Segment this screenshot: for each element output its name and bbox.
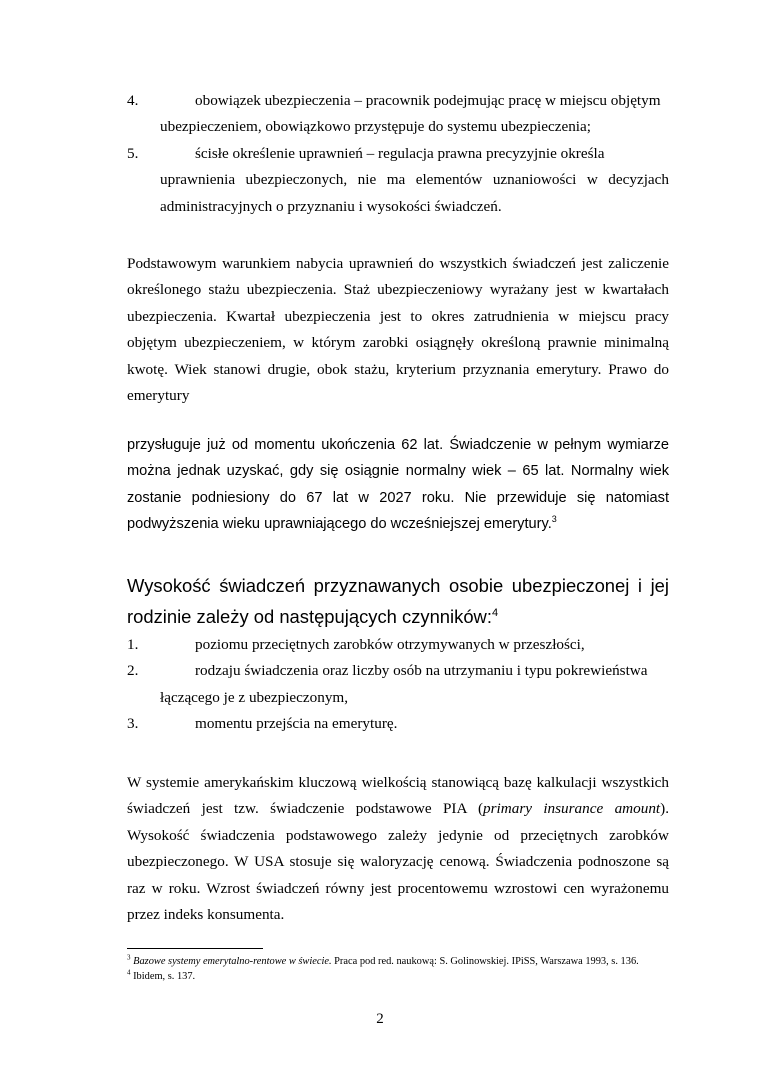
principles-list bbox=[127, 88, 669, 220]
section-heading bbox=[127, 570, 669, 632]
list-item-text: obowiązek ubezpieczenia – pracownik podejmując pracę w miejscu objętym bbox=[195, 92, 661, 109]
factors-list bbox=[127, 632, 669, 738]
list-item-number: 2. bbox=[127, 662, 139, 680]
paragraph-us-system bbox=[127, 770, 669, 928]
footnote-mark: 4 bbox=[127, 968, 131, 977]
list-item bbox=[127, 632, 669, 658]
list-item-text-continued: ubezpieczeniem, obowiązkowo przystępuje do systemu ubezpieczenia; bbox=[160, 118, 591, 136]
heading-text: Wysokość świadczeń przyznawanych osobie ubezpieczonej i jej rodzinie zależy od następujących czynników: bbox=[127, 575, 669, 627]
paragraph-retirement-age bbox=[127, 432, 669, 538]
list-item-text: momentu przejścia na emeryturę. bbox=[195, 715, 398, 733]
page-number: 2 bbox=[376, 1011, 384, 1027]
footnote-italic-title: Bazowe systemy emerytalno-rentowe w świecie. bbox=[133, 956, 332, 967]
paragraph-eligibility: Podstawowym warunkiem nabycia uprawnień do wszystkich świadczeń jest zaliczenie określonego stażu ubezpieczenia. Staż ubezpieczeniowy wyrażany jest w kwartałach ubezpieczenia. Kwartał ubezpieczenia jest to okres zatrudnienia w miejscu pracy objętym ubezpieczeniem, w którym zarobki osiągnęły określoną prawnie minimalną kwotę. Wiek stanowi drugie, obok stażu, kryterium przyznania emerytury. Prawo do emerytury bbox=[127, 255, 669, 405]
paragraph-text-continued: ). Wysokość świadczenia podstawowego zależy jedynie od przeciętnych zarobków ubezpieczonego. W USA stosuje się waloryzację cenową. Świadczenia podnoszone są raz w roku. Wzrost świadczeń równy jest procentowemu wzrostowi cen wyrażonemu przez indeks konsumenta. bbox=[127, 800, 669, 924]
list-item-text: poziomu przeciętnych zarobków otrzymywanych w przeszłości, bbox=[195, 636, 585, 653]
footnote-text: Praca pod red. naukową: S. Golinowskiej. IPiSS, Warszawa 1993, s. 136. bbox=[331, 956, 639, 967]
footnote bbox=[127, 955, 687, 969]
list-item bbox=[127, 658, 669, 711]
list-item-number: 5. bbox=[127, 144, 139, 162]
footnote-ref: 4 bbox=[491, 606, 499, 619]
list-item-number: 3. bbox=[127, 715, 139, 733]
list-item-text: ścisłe określenie uprawnień – regulacja prawna precyzyjnie określa bbox=[195, 144, 605, 162]
list-item bbox=[127, 141, 669, 220]
paragraph-italic-term: primary insurance amount bbox=[483, 800, 661, 818]
list-item-text-continued: łączącego je z ubezpieczonym, bbox=[160, 688, 349, 706]
footnote-text: Ibidem, s. 137. bbox=[130, 971, 196, 982]
footnote bbox=[127, 970, 687, 984]
list-item-number: 4. bbox=[127, 92, 139, 109]
paragraph-text: przysługuje już od momentu ukończenia 62 lat. Świadczenie w pełnym wymiarze można jednak uzyskać, gdy się osiągnie normalny wiek – 65 lat. Normalny wiek zostanie podniesiony do 67 lat w 2027 roku. Nie przewiduje się natomiast podwyższenia wieku uprawniającego do wcześniejszej emerytury. bbox=[127, 437, 669, 533]
list-item-text: rodzaju świadczenia oraz liczby osób na utrzymaniu i typu pokrewieństwa bbox=[195, 662, 648, 680]
list-item-text-continued: uprawnienia ubezpieczonych, nie ma elementów uznaniowości w decyzjach administracyjnych o przyznaniu i wysokości świadczeń. bbox=[160, 171, 669, 215]
footnote-ref: 3 bbox=[551, 514, 557, 525]
list-item-number: 1. bbox=[127, 636, 139, 653]
footnote-separator bbox=[127, 948, 263, 949]
paragraph-text: W systemie amerykańskim kluczową wielkością stanowiącą bazę kalkulacji wszystkich świadczeń jest tzw. świadczenie podstawowe PIA ( bbox=[127, 774, 669, 818]
list-item bbox=[127, 711, 669, 737]
list-item bbox=[127, 88, 669, 141]
footnote-mark: 3 bbox=[127, 953, 131, 962]
